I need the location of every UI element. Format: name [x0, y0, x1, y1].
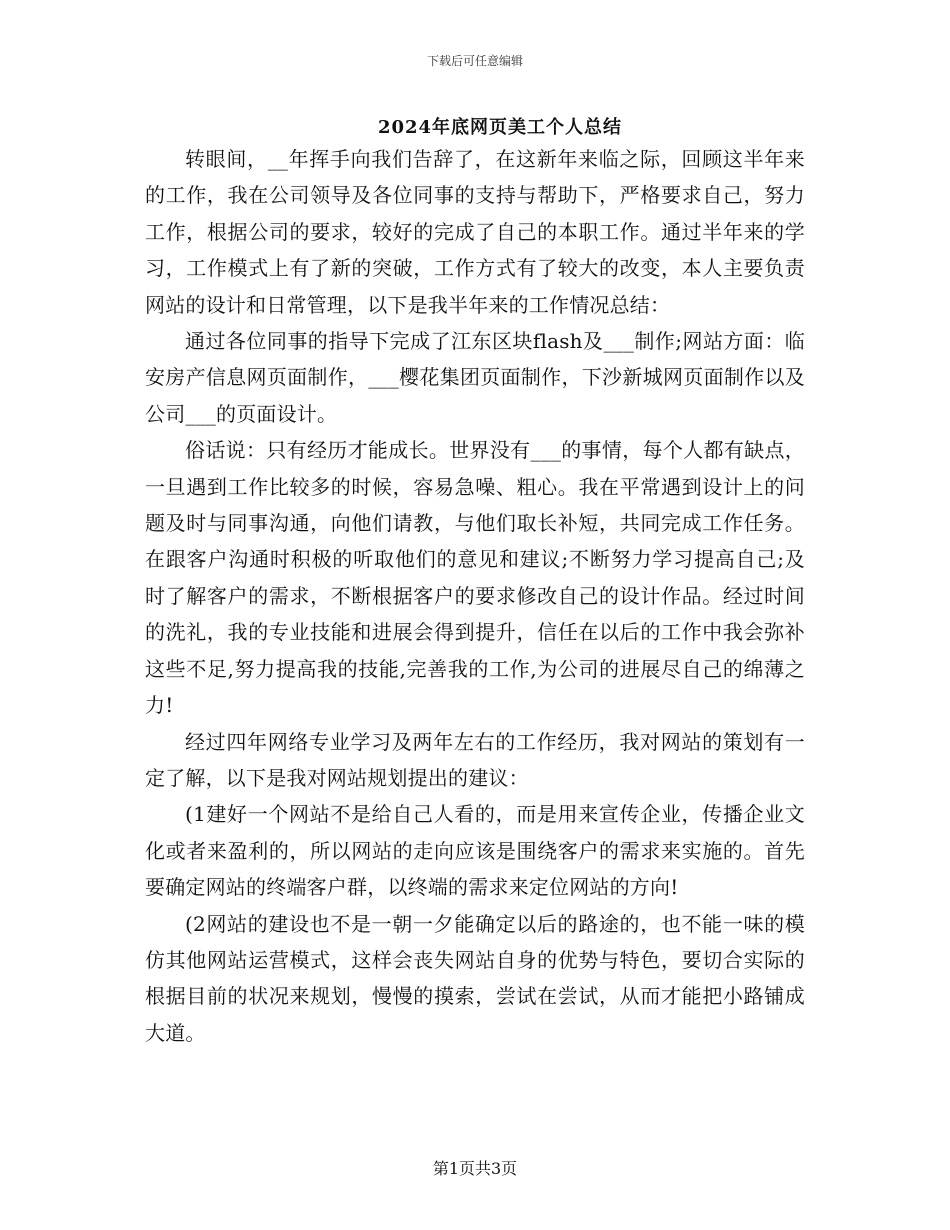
paragraph-suggestion-1: (1建好一个网站不是给自己人看的，而是用来宣传企业，传播企业文化或者来盈利的，所以网站的走向应该是围绕客户的需求来实施的。首先要确定网站的终端客户群，以终端的需求来定位网站的方向!	[145, 802, 805, 900]
header-note: 下载后可任意编辑	[426, 54, 523, 68]
paragraph-intro: 转眼间，__年挥手向我们告辞了，在这新年来临之际，回顾这半年来的工作，我在公司领导及各位同事的支持与帮助下，严格要求自己，努力工作，根据公司的要求，较好的完成了自己的本职工作。通过半年来的学习，工作模式上有了新的突破，工作方式有了较大的改变，本人主要负责网站的设计和日常管理，以下是我半年来的工作情况总结：	[145, 147, 805, 317]
paragraph-completed-work: 通过各位同事的指导下完成了江东区块flash及___制作;网站方面：临安房产信息网页面制作，___樱花集团页面制作，下沙新城网页面制作以及公司___的页面设计。	[145, 329, 805, 426]
paragraph-suggestion-2: (2网站的建设也不是一朝一夕能确定以后的路途的，也不能一味的模仿其他网站运营模式，这样会丧失网站自身的优势与特色，要切合实际的根据目前的状况来规划，慢慢的摸索，尝试在尝试，从而才能把小路铺成大道。	[145, 911, 805, 1045]
paragraph-suggestions-intro: 经过四年网络专业学习及两年左右的工作经历，我对网站的策划有一定了解，以下是我对网站规划提出的建议：	[145, 729, 805, 790]
document-body	[145, 141, 805, 1051]
document-title: 2024年底网页美工个人总结	[377, 117, 623, 138]
page-number-footer: 第1页共3页	[432, 1159, 518, 1178]
paragraph-self-reflection: 俗话说：只有经历才能成长。世界没有___的事情，每个人都有缺点，一旦遇到工作比较多的时候，容易急噪、粗心。我在平常遇到设计上的问题及时与同事沟通，向他们请教，与他们取长补短，共同完成工作任务。在跟客户沟通时积极的听取他们的意见和建议;不断努力学习提高自己;及时了解客户的需求，不断根据客户的要求修改自己的设计作品。经过时间的洗礼，我的专业技能和进展会得到提升，信任在以后的工作中我会弥补这些不足,努力提高我的技能,完善我的工作,为公司的进展尽自己的绵薄之力!	[145, 438, 805, 718]
